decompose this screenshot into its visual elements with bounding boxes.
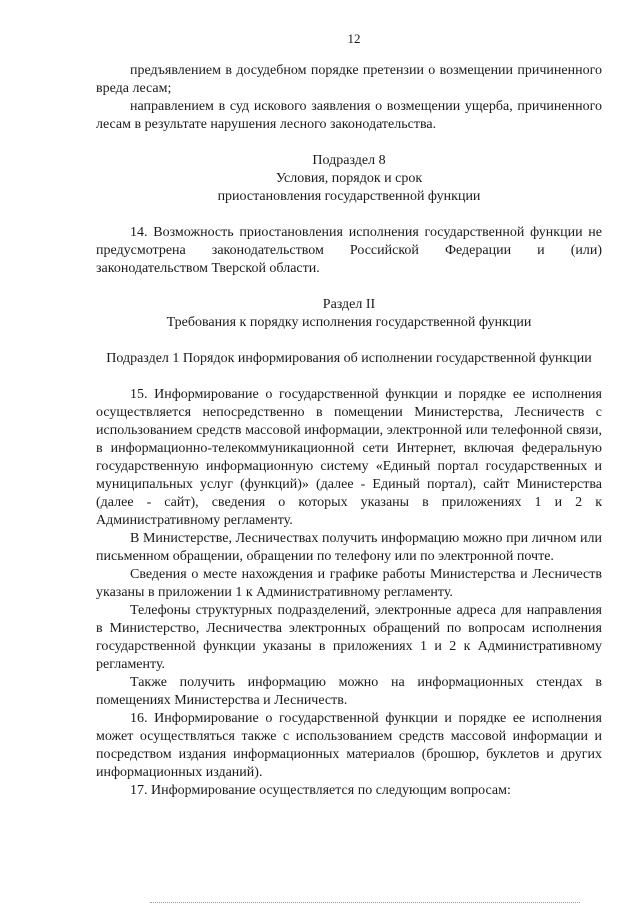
- subsection-8-title-line-1: Условия, порядок и срок: [275, 171, 423, 186]
- subsection-8-heading: Подраздел 8: [312, 153, 386, 168]
- paragraph-15: 15. Информирование о государственной функции и порядке ее исполнения осуществляется непосредственно в помещении Министерства, Лесничеств с использованием средств массовой информации, электронной или телефонной связи, в информационно-телекоммуникационной сети Интернет, включая федеральную государственную информационную систему «Единый портал государственных и муниципальных услуг (функций)» (далее - Единый портал), сайт Министерства (далее - сайт), сведения о которых указаны в приложениях 1 и 2 к Административному регламенту.: [96, 387, 602, 528]
- section-2-title: Требования к порядку исполнения государственной функции: [166, 315, 532, 330]
- paragraph-17: 17. Информирование осуществляется по следующим вопросам:: [130, 783, 511, 798]
- document-page: [96, 30, 602, 800]
- section-2-heading: Раздел II: [322, 297, 376, 312]
- subsection-8-heading-block: [96, 152, 602, 206]
- paragraph-ministry-info: В Министерстве, Лесничествах получить информацию можно при личном или письменном обращении, обращении по телефону или по электронной почте.: [96, 531, 602, 564]
- intro-paragraph-2: направлением в суд искового заявления о возмещении ущерба, причиненного лесам в результате нарушения лесного законодательства.: [96, 99, 602, 132]
- paragraph-16: 16. Информирование о государственной функции и порядке ее исполнения может осуществляться также с использованием средств массовой информации и посредством издания информационных материалов (брошюр, буклетов и других информационных изданий).: [96, 711, 602, 780]
- paragraph-phones-info: Телефоны структурных подразделений, электронные адреса для направления в Министерство, Лесничества электронных обращений по вопросам исполнения государственной функции указаны в приложениях 1 и 2 к Административному регламенту.: [96, 603, 602, 672]
- paragraph-location-info: Сведения о месте нахождения и графике работы Министерства и Лесничеств указаны в приложении 1 к Административному регламенту.: [96, 567, 602, 600]
- subsection-1-title: Подраздел 1 Порядок информирования об исполнении государственной функции: [106, 351, 592, 366]
- paragraph-stands-info: Также получить информацию можно на информационных стендах в помещениях Министерства и Лесничеств.: [96, 675, 602, 708]
- paragraph-14: 14. Возможность приостановления исполнения государственной функции не предусмотрена законодательством Российской Федерации и (или) законодательством Тверской области.: [96, 225, 602, 276]
- page-number: 12: [347, 31, 361, 46]
- intro-paragraph-1: предъявлением в досудебном порядке претензии о возмещении причиненного вреда лесам;: [96, 63, 602, 96]
- scan-edge-line: [150, 902, 580, 903]
- subsection-8-title-line-2: приостановления государственной функции: [217, 189, 481, 204]
- section-2-heading-block: [96, 296, 602, 332]
